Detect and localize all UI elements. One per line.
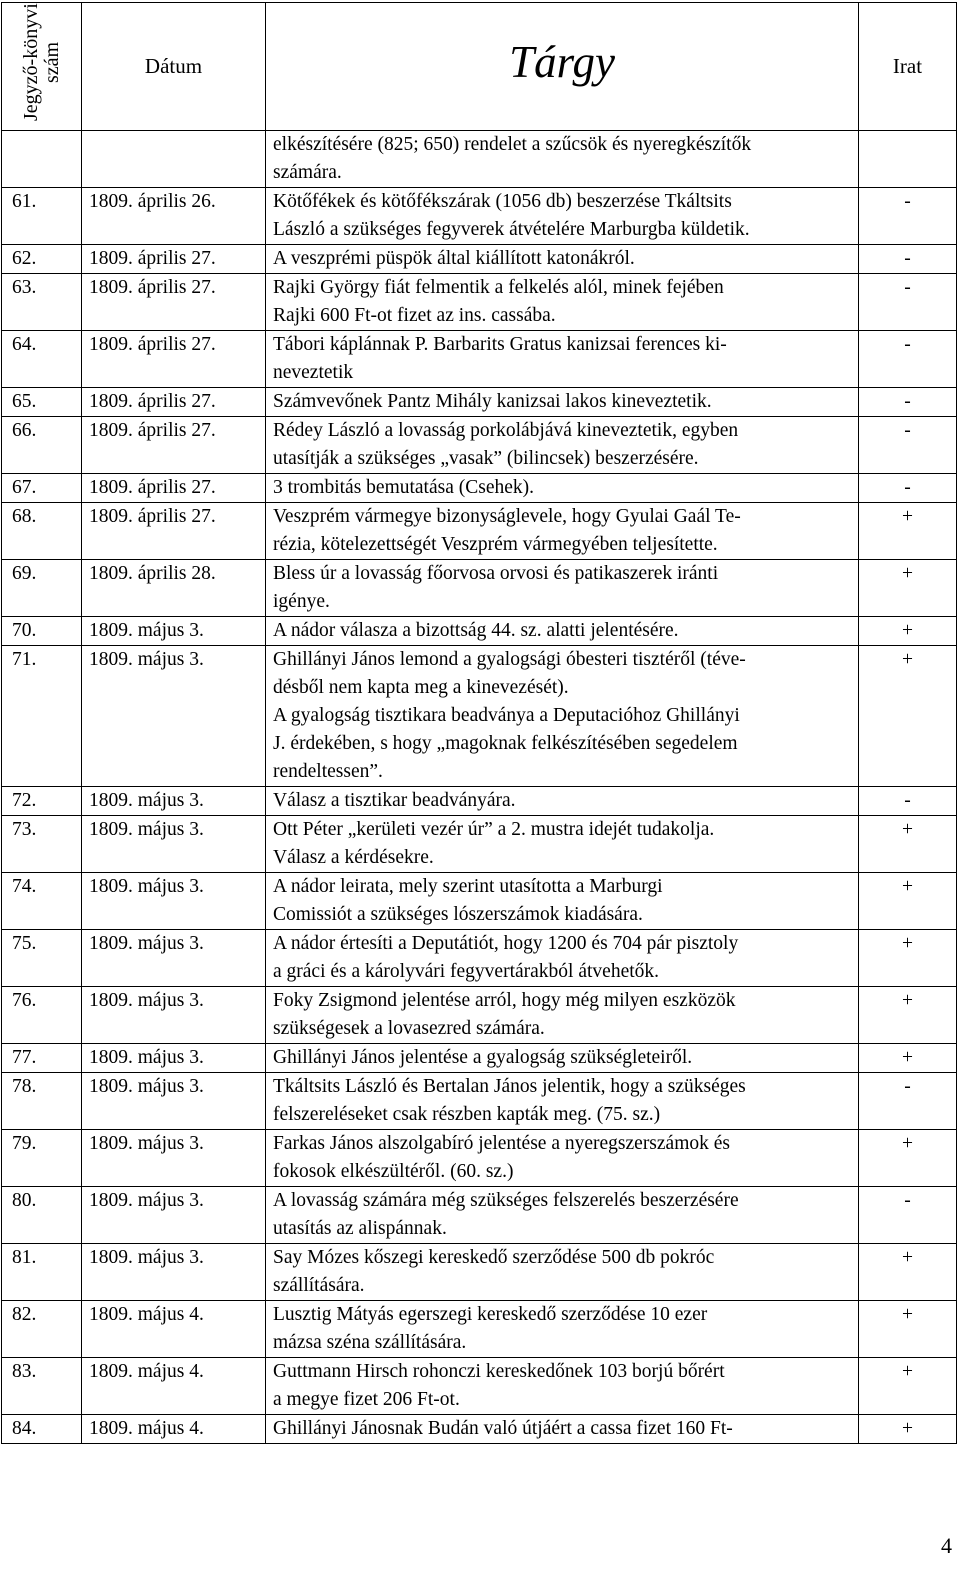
row-date: 1809. április 27. — [82, 274, 266, 331]
table-row — [2, 1415, 957, 1444]
subject-line: szállítására. — [273, 1275, 365, 1296]
row-document-mark: + — [859, 873, 957, 930]
subject-line: Rajki 600 Ft-ot fizet az ins. cassába. — [273, 305, 556, 326]
row-number: 82. — [2, 1301, 82, 1358]
row-number: 77. — [2, 1044, 82, 1073]
row-subject — [266, 1130, 859, 1187]
table-row — [2, 503, 957, 560]
row-document-mark — [859, 131, 957, 188]
subject-line: A nádor leirata, mely szerint utasította a Marburgi — [273, 876, 663, 897]
subject-line: Veszprém vármegye bizonyságlevele, hogy Gyulai Gaál Te- — [273, 506, 741, 527]
row-subject — [266, 787, 859, 816]
row-date: 1809. május 3. — [82, 930, 266, 987]
row-number: 70. — [2, 617, 82, 646]
row-date: 1809. május 3. — [82, 1073, 266, 1130]
subject-line: Say Mózes kőszegi kereskedő szerződése 500 db pokróc — [273, 1247, 715, 1268]
table-row — [2, 474, 957, 503]
subject-line: Farkas János alszolgabíró jelentése a nyeregszerszámok és — [273, 1133, 730, 1154]
row-number: 81. — [2, 1244, 82, 1301]
row-date: 1809. május 3. — [82, 1244, 266, 1301]
row-document-mark: + — [859, 1415, 957, 1444]
row-document-mark: - — [859, 188, 957, 245]
subject-line: fokosok elkészültéről. (60. sz.) — [273, 1161, 514, 1182]
subject-line: neveztetik — [273, 362, 354, 383]
row-date: 1809. május 4. — [82, 1415, 266, 1444]
row-document-mark: + — [859, 1130, 957, 1187]
row-number: 84. — [2, 1415, 82, 1444]
subject-line: szükségesek a lovasezred számára. — [273, 1018, 545, 1039]
table-row — [2, 930, 957, 987]
row-number: 79. — [2, 1130, 82, 1187]
subject-line: Ott Péter „kerületi vezér úr” a 2. mustra idejét tudakolja. — [273, 819, 715, 840]
row-subject — [266, 873, 859, 930]
row-document-mark: + — [859, 1044, 957, 1073]
subject-line: Ghillányi János lemond a gyalogsági óbesteri tisztéről (téve- — [273, 649, 746, 670]
table-row — [2, 1073, 957, 1130]
header-subject: Tárgy — [266, 3, 859, 131]
table-row — [2, 987, 957, 1044]
row-number — [2, 131, 82, 188]
subject-line: A gyalogság tisztikara beadványa a Deputacióhoz Ghillányi — [273, 705, 740, 726]
subject-line: Rédey László a lovasság porkolábjává kineveztetik, egyben — [273, 420, 739, 441]
subject-line: A nádor értesíti a Deputátiót, hogy 1200 és 704 pár pisztoly — [273, 933, 739, 954]
header-date: Dátum — [82, 3, 266, 131]
row-date: 1809. május 4. — [82, 1358, 266, 1415]
row-document-mark: + — [859, 560, 957, 617]
subject-line: rendeltessen”. — [273, 761, 383, 782]
row-subject — [266, 930, 859, 987]
row-number: 72. — [2, 787, 82, 816]
table-row — [2, 417, 957, 474]
row-subject — [266, 417, 859, 474]
row-date: 1809. április 27. — [82, 417, 266, 474]
subject-line: 3 trombitás bemutatása (Csehek). — [273, 477, 535, 498]
row-date: 1809. április 27. — [82, 245, 266, 274]
subject-line: igénye. — [273, 591, 330, 612]
subject-line: mázsa széna szállítására. — [273, 1332, 467, 1353]
subject-line: Ghillányi Jánosnak Budán való útjáért a cassa fizet 160 Ft- — [273, 1418, 733, 1439]
row-subject — [266, 1301, 859, 1358]
table-row — [2, 560, 957, 617]
subject-line: Rajki György fiát felmentik a felkelés alól, minek fejében — [273, 277, 724, 298]
row-document-mark: - — [859, 417, 957, 474]
subject-line: a megye fizet 206 Ft-ot. — [273, 1389, 460, 1410]
subject-line: Lusztig Mátyás egerszegi kereskedő szerződése 10 ezer — [273, 1304, 708, 1325]
row-date — [82, 131, 266, 188]
subject-line: A lovasság számára még szükséges felszerelés beszerzésére — [273, 1190, 739, 1211]
row-subject — [266, 987, 859, 1044]
row-subject — [266, 1044, 859, 1073]
row-number: 76. — [2, 987, 82, 1044]
row-document-mark: + — [859, 503, 957, 560]
table-row — [2, 1358, 957, 1415]
subject-line: Ghillányi János jelentése a gyalogság szükségleteiről. — [273, 1047, 693, 1068]
row-subject — [266, 1415, 859, 1444]
page-number: 4 — [941, 1533, 952, 1558]
row-number: 61. — [2, 188, 82, 245]
row-document-mark: - — [859, 388, 957, 417]
subject-line: felszereléseket csak részben kapták meg. (75. sz.) — [273, 1104, 661, 1125]
table-row — [2, 787, 957, 816]
row-subject — [266, 1073, 859, 1130]
row-number: 80. — [2, 1187, 82, 1244]
row-number: 68. — [2, 503, 82, 560]
register-table — [1, 2, 957, 1444]
row-date: 1809. május 3. — [82, 646, 266, 787]
subject-line: Kötőfékek és kötőfékszárak (1056 db) beszerzése Tkáltsits — [273, 191, 732, 212]
table-row — [2, 1187, 957, 1244]
subject-line: László a szükséges fegyverek átvételére Marburgba küldetik. — [273, 219, 750, 240]
row-date: 1809. április 28. — [82, 560, 266, 617]
table-row — [2, 188, 957, 245]
row-document-mark: + — [859, 646, 957, 787]
row-document-mark: + — [859, 1244, 957, 1301]
table-row — [2, 1130, 957, 1187]
row-number: 65. — [2, 388, 82, 417]
row-subject — [266, 274, 859, 331]
row-date: 1809. április 26. — [82, 188, 266, 245]
subject-line: Válasz a tisztikar beadványára. — [273, 790, 516, 811]
row-document-mark: - — [859, 1073, 957, 1130]
subject-line: A veszprémi püspök által kiállított katonákról. — [273, 248, 635, 269]
table-body — [2, 131, 957, 1444]
table-row — [2, 873, 957, 930]
row-subject — [266, 1187, 859, 1244]
row-subject — [266, 388, 859, 417]
row-document-mark: + — [859, 1301, 957, 1358]
row-subject — [266, 474, 859, 503]
row-date: 1809. május 3. — [82, 1130, 266, 1187]
header-number: Jegyző-könyvi szám — [2, 3, 82, 131]
row-subject — [266, 1244, 859, 1301]
row-number: 75. — [2, 930, 82, 987]
table-row — [2, 331, 957, 388]
row-number: 67. — [2, 474, 82, 503]
row-subject — [266, 816, 859, 873]
table-row — [2, 388, 957, 417]
row-document-mark: - — [859, 474, 957, 503]
row-document-mark: + — [859, 987, 957, 1044]
table-row — [2, 245, 957, 274]
row-date: 1809. május 3. — [82, 787, 266, 816]
row-date: 1809. május 4. — [82, 1301, 266, 1358]
subject-line: J. érdekében, s hogy „magoknak felkészítésében segedelem — [273, 733, 738, 754]
row-document-mark: - — [859, 245, 957, 274]
row-document-mark: - — [859, 1187, 957, 1244]
row-date: 1809. május 3. — [82, 987, 266, 1044]
row-subject — [266, 1358, 859, 1415]
header-document: Irat — [859, 3, 957, 131]
table-header-row — [2, 3, 957, 131]
row-number: 62. — [2, 245, 82, 274]
row-number: 83. — [2, 1358, 82, 1415]
row-subject — [266, 617, 859, 646]
table-row — [2, 1244, 957, 1301]
subject-line: A nádor válasza a bizottság 44. sz. alatti jelentésére. — [273, 620, 679, 641]
row-number: 74. — [2, 873, 82, 930]
table-row — [2, 646, 957, 787]
subject-line: Válasz a kérdésekre. — [273, 847, 434, 868]
subject-line: utasítás az alispánnak. — [273, 1218, 447, 1239]
row-date: 1809. május 3. — [82, 873, 266, 930]
subject-line: Számvevőnek Pantz Mihály kanizsai lakos kineveztetik. — [273, 391, 712, 412]
table-row — [2, 617, 957, 646]
row-subject — [266, 245, 859, 274]
row-number: 64. — [2, 331, 82, 388]
row-number: 71. — [2, 646, 82, 787]
subject-line: Guttmann Hirsch rohonczi kereskedőnek 103 borjú bőrért — [273, 1361, 725, 1382]
row-document-mark: + — [859, 816, 957, 873]
row-subject — [266, 331, 859, 388]
subject-line: elkészítésére (825; 650) rendelet a szűcsök és nyeregkészítők — [273, 134, 752, 155]
table-row — [2, 1044, 957, 1073]
row-date: 1809. április 27. — [82, 503, 266, 560]
table-row — [2, 274, 957, 331]
subject-line: utasítják a szükséges „vasak” (bilincsek) beszerzésére. — [273, 448, 699, 469]
row-subject — [266, 188, 859, 245]
table-row — [2, 1301, 957, 1358]
subject-line: désből nem kapta meg a kinevezését). — [273, 677, 569, 698]
row-subject — [266, 131, 859, 188]
row-document-mark: + — [859, 1358, 957, 1415]
row-number: 66. — [2, 417, 82, 474]
row-subject — [266, 646, 859, 787]
row-date: 1809. április 27. — [82, 331, 266, 388]
row-document-mark: + — [859, 617, 957, 646]
row-date: 1809. április 27. — [82, 388, 266, 417]
row-date: 1809. április 27. — [82, 474, 266, 503]
subject-line: Bless úr a lovasság főorvosa orvosi és patikaszerek iránti — [273, 563, 719, 584]
subject-line: Tábori káplánnak P. Barbarits Gratus kanizsai ferences ki- — [273, 334, 727, 355]
row-document-mark: - — [859, 274, 957, 331]
row-document-mark: - — [859, 787, 957, 816]
row-subject — [266, 503, 859, 560]
subject-line: számára. — [273, 162, 342, 183]
table-row — [2, 816, 957, 873]
subject-line: Comissiót a szükséges lószerszámok kiadására. — [273, 904, 643, 925]
row-date: 1809. május 3. — [82, 617, 266, 646]
subject-line: a gráci és a károlyvári fegyvertárakból átvehetők. — [273, 961, 660, 982]
table-row — [2, 131, 957, 188]
row-document-mark: - — [859, 331, 957, 388]
subject-line: rézia, kötelezettségét Veszprém vármegyében teljesítette. — [273, 534, 718, 555]
row-document-mark: + — [859, 930, 957, 987]
row-date: 1809. május 3. — [82, 816, 266, 873]
row-number: 78. — [2, 1073, 82, 1130]
subject-line: Tkáltsits László és Bertalan János jelentik, hogy a szükséges — [273, 1076, 746, 1097]
row-number: 63. — [2, 274, 82, 331]
row-date: 1809. május 3. — [82, 1187, 266, 1244]
row-subject — [266, 560, 859, 617]
row-date: 1809. május 3. — [82, 1044, 266, 1073]
row-number: 69. — [2, 560, 82, 617]
row-number: 73. — [2, 816, 82, 873]
subject-line: Foky Zsigmond jelentése arról, hogy még milyen eszközök — [273, 990, 736, 1011]
